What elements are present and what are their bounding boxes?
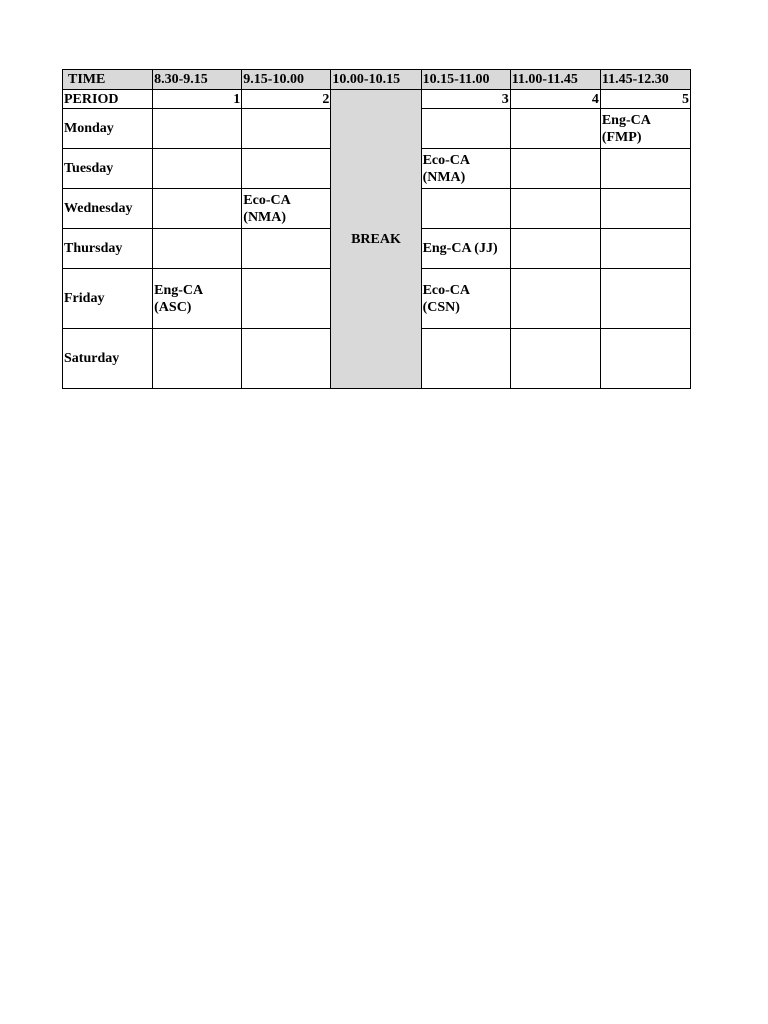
period-number-cell: 1 bbox=[153, 90, 242, 109]
period-number-cell: 5 bbox=[600, 90, 690, 109]
class-cell bbox=[600, 149, 690, 189]
break-cell: BREAK bbox=[331, 90, 421, 389]
class-cell bbox=[153, 189, 242, 229]
class-cell: Eco-CA (NMA) bbox=[242, 189, 331, 229]
class-cell bbox=[510, 269, 600, 329]
day-label: Tuesday bbox=[63, 149, 153, 189]
class-cell bbox=[510, 189, 600, 229]
class-cell bbox=[510, 109, 600, 149]
day-label: Saturday bbox=[63, 329, 153, 389]
class-cell bbox=[242, 329, 331, 389]
class-cell bbox=[600, 329, 690, 389]
class-cell: Eco-CA (NMA) bbox=[421, 149, 510, 189]
class-cell bbox=[600, 189, 690, 229]
class-cell bbox=[153, 109, 242, 149]
class-cell bbox=[600, 269, 690, 329]
day-label: Wednesday bbox=[63, 189, 153, 229]
class-cell bbox=[510, 329, 600, 389]
period-row bbox=[63, 90, 691, 109]
day-label: Thursday bbox=[63, 229, 153, 269]
time-slot-header: 9.15-10.00 bbox=[242, 70, 331, 90]
class-cell bbox=[421, 329, 510, 389]
class-cell bbox=[421, 109, 510, 149]
timetable bbox=[62, 69, 691, 389]
period-number-cell: 3 bbox=[421, 90, 510, 109]
class-cell: Eng-CA (FMP) bbox=[600, 109, 690, 149]
class-cell bbox=[242, 109, 331, 149]
class-cell: Eco-CA (CSN) bbox=[421, 269, 510, 329]
class-cell bbox=[510, 149, 600, 189]
class-cell bbox=[242, 269, 331, 329]
period-number-cell: 4 bbox=[510, 90, 600, 109]
class-cell: Eng-CA (JJ) bbox=[421, 229, 510, 269]
class-cell bbox=[421, 189, 510, 229]
time-slot-header: 10.15-11.00 bbox=[421, 70, 510, 90]
class-cell bbox=[242, 149, 331, 189]
period-number-cell: 2 bbox=[242, 90, 331, 109]
period-label-cell: PERIOD bbox=[63, 90, 153, 109]
class-cell bbox=[153, 329, 242, 389]
class-cell bbox=[510, 229, 600, 269]
time-header-cell: TIME bbox=[63, 70, 153, 90]
time-slot-header: 10.00-10.15 bbox=[331, 70, 421, 90]
class-cell: Eng-CA (ASC) bbox=[153, 269, 242, 329]
class-cell bbox=[153, 229, 242, 269]
time-slot-header: 11.00-11.45 bbox=[510, 70, 600, 90]
day-label: Monday bbox=[63, 109, 153, 149]
time-slot-header: 11.45-12.30 bbox=[600, 70, 690, 90]
class-cell bbox=[153, 149, 242, 189]
day-label: Friday bbox=[63, 269, 153, 329]
header-row bbox=[63, 70, 691, 90]
class-cell bbox=[242, 229, 331, 269]
class-cell bbox=[600, 229, 690, 269]
time-slot-header: 8.30-9.15 bbox=[153, 70, 242, 90]
